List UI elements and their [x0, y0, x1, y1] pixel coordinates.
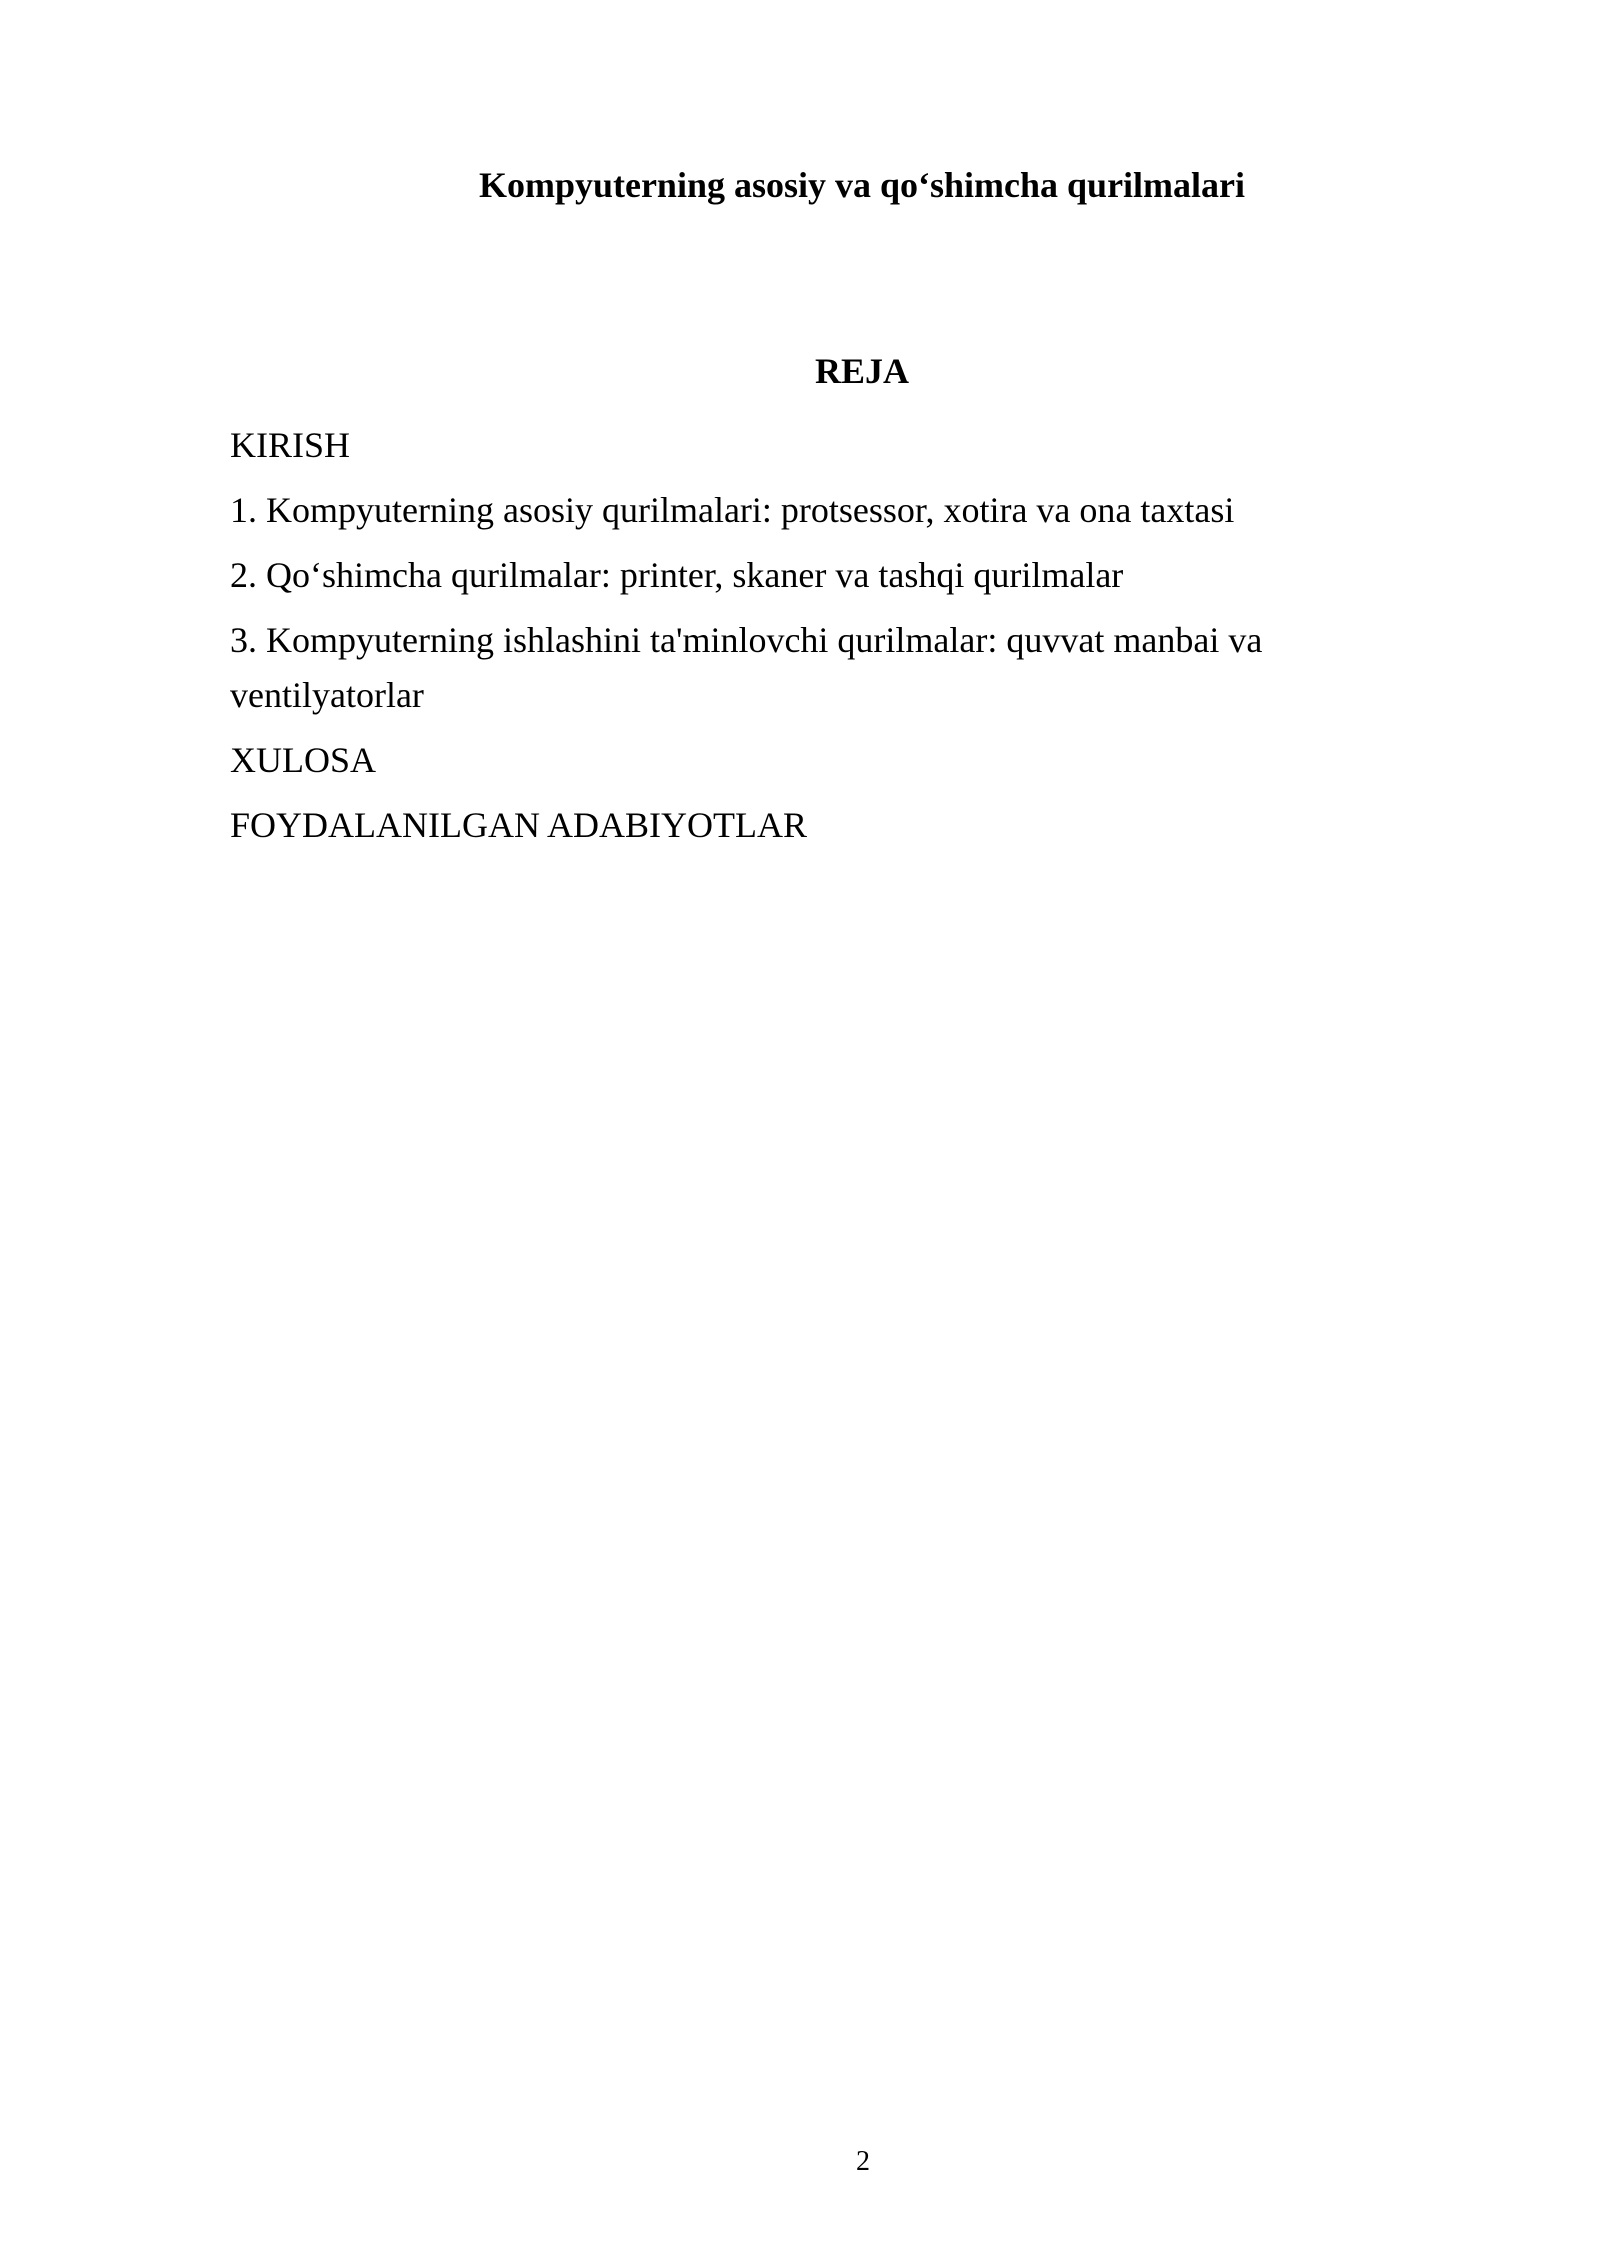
plan-item-references: FOYDALANILGAN ADABIYOTLAR: [230, 805, 807, 845]
page-number: 2: [856, 2146, 870, 2177]
document-title: Kompyuterning asosiy va qo‘shimcha qurilmalari: [478, 165, 1246, 205]
plan-item-2: 2. Qo‘shimcha qurilmalar: printer, skaner va tashqi qurilmalar: [230, 555, 1124, 595]
plan-item-conclusion: XULOSA: [230, 740, 377, 780]
plan-item-1: 1. Kompyuterning asosiy qurilmalari: protsessor, xotira va ona taxtasi: [230, 490, 1235, 530]
plan-heading: REJA: [814, 351, 909, 391]
plan-list: [230, 418, 1360, 863]
plan-item-introduction: KIRISH: [230, 425, 351, 465]
plan-item-3: 3. Kompyuterning ishlashini ta'minlovchi qurilmalar: quvvat manbai va ventilyatorlar: [230, 620, 1263, 715]
